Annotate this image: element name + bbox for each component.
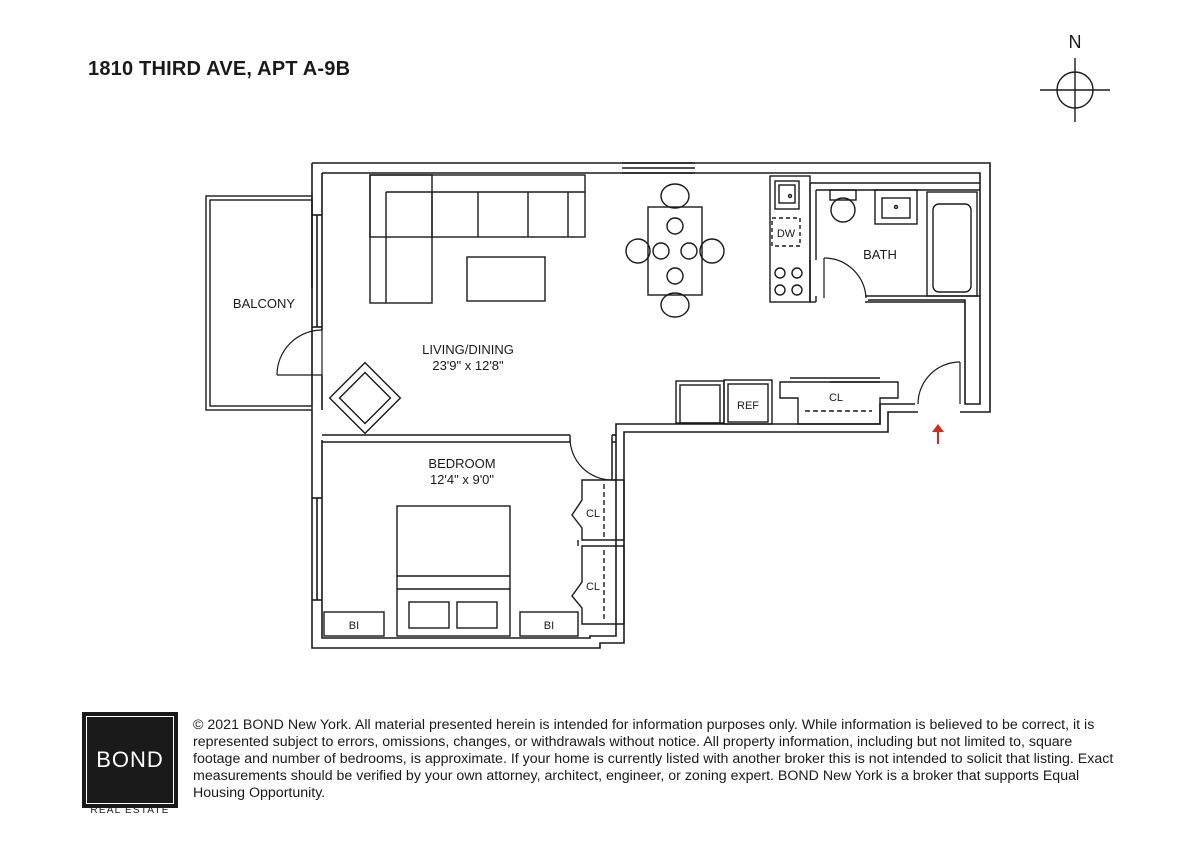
entry-door [918,362,960,404]
plan-title: 1810 THIRD AVE, APT A-9B [88,58,351,80]
bedroom-closet-2-label: CL [585,581,601,593]
exterior-walls [312,163,990,648]
bathroom-door [824,258,866,298]
logo-text: BOND [96,747,164,772]
entry-arrow-icon [932,424,944,444]
bathtub [927,192,977,296]
bond-logo [82,712,178,808]
living-room-label: LIVING/DINING [422,342,514,357]
hall-closet-label: CL [828,392,844,404]
logo-subtitle: REAL ESTATE [90,805,170,816]
disclaimer-text: © 2021 BOND New York. All material presented herein is intended for information purposes only. While information is believed to be correct, it is represented subject to errors, omissions, changes, or withdrawals without notice. All property information, including but not limited to, square footage and number of bedrooms, is approximate. If your home is currently listed with another broker this is not intended to solicit that listing. Exact measurements should be verified by your own attorney, architect, engineer, or zoning expert. BOND New York is a broker that supports Equal Housing Opportunity. [193,717,1114,801]
bedroom-label: BEDROOM [428,456,496,471]
built-in-right-label: BI [543,620,555,632]
compass-icon [1040,58,1110,122]
armchair [330,363,401,434]
sofa [370,175,585,303]
compass-north-label: N [1068,32,1082,52]
built-in-left-label: BI [348,620,360,632]
refrigerator-label: REF [737,400,759,412]
bed [397,506,510,636]
bedroom-dims: 12'4" x 9'0" [429,472,495,487]
dishwasher-label: DW [776,228,796,240]
bedroom-closet-1-label: CL [585,508,601,520]
toilet [830,190,856,222]
dining-table [626,184,724,317]
bedroom-door [570,438,612,480]
bath-sink [875,190,917,224]
balcony-door [277,330,322,375]
balcony-label: BALCONY [232,296,296,311]
living-room-dims: 23'9" x 12'8" [432,358,504,373]
bath-label: BATH [863,247,897,262]
coffee-table [467,257,545,301]
